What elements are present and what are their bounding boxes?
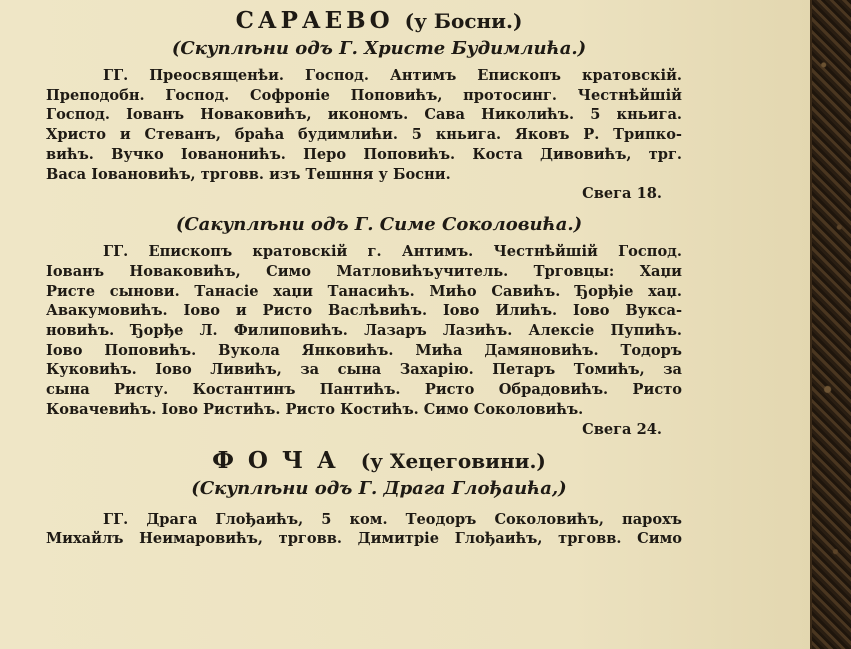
section-total: Свега 24. xyxy=(582,420,662,438)
list-line: ГГ. Преосвященѣи. Господ. Антимъ Епископъ кратовскій. xyxy=(103,67,682,84)
list-line: Васа Іовановићъ, трговв. изъ Тешння у Босни. xyxy=(46,165,451,183)
collector-line: (Сакуплѣни одъ Г. Симе Соколовића.) xyxy=(175,214,583,236)
list-line: Іованъ Новаковићъ, Симо Матловићъучитель. Трговцы: Хаџи xyxy=(46,262,682,280)
list-line: ГГ. Драга Глођаићъ, 5 ком. Теодоръ Соколовићъ, парохъ xyxy=(103,510,682,528)
list-line: Ковачевићъ. Іово Ристићъ. Ристо Костићъ. Симо Соколовићъ. xyxy=(46,400,584,418)
list-line: Ристе сынови. Танасіе хаџи Танасићъ. Мићо Савићъ. Ђорђіе хаџ. xyxy=(46,282,682,300)
region-name: (у Босни.) xyxy=(404,9,523,33)
city-name: САРАЕВО xyxy=(235,7,394,34)
section-heading-foca xyxy=(76,446,682,476)
list-line: ГГ. Епископъ кратовскій г. Антимъ. Честнѣйшій Господ. xyxy=(103,243,682,261)
city-name: ФОЧА xyxy=(212,446,350,474)
collector-line: (Скуплѣни одъ Г. Христе Будимлића.) xyxy=(171,38,587,59)
list-line: новићъ. Ђорђе Л. Филиповићъ. Лазаръ Лазићъ. Алексіе Пупићъ. xyxy=(46,322,682,340)
list-line: сына Ристу. Костантинъ Пантићъ. Ристо Обрадовићъ. Ристо xyxy=(46,381,682,399)
list-line: Авакумовићъ. Іово и Ристо Васлѣвићъ. Іово Илићъ. Іово Вукса- xyxy=(46,302,682,320)
region-name: (у Хецеговини.) xyxy=(360,448,546,473)
list-line: Куковићъ. Іово Ливићъ, за сына Захарію. Петаръ Томићъ, за xyxy=(46,361,682,379)
book-spine-edge xyxy=(810,0,851,649)
subscriber-list xyxy=(46,242,682,419)
subscriber-list xyxy=(46,66,682,184)
page-content xyxy=(46,6,682,549)
section-total: Свега 18. xyxy=(582,185,662,203)
list-line: Преподобн. Господ. Софроніе Поповићъ, протосинг. Честнѣйшій xyxy=(46,86,682,104)
section-heading-sarajevo xyxy=(76,6,682,36)
list-line: вићъ. Вучко Іованонићъ. Перо Поповићъ. Коста Дивовићъ, трг. xyxy=(46,145,682,163)
subscriber-list xyxy=(46,510,682,549)
list-line: Іово Поповићъ. Вукола Янковићъ. Мића Дамяновићъ. Тодоръ xyxy=(46,341,682,359)
list-line: Господ. Іованъ Новаковићъ, икономъ. Сава Николићъ. 5 кньига. xyxy=(46,106,682,124)
collector-line: (Скуплѣни одъ Г. Драга Глођаића,) xyxy=(191,477,567,499)
list-line: Христо и Стеванъ, браћа будимлићи. 5 кньига. Яковъ Р. Трипко- xyxy=(46,126,682,144)
list-line: Михайлъ Неимаровићъ, трговв. Димитріе Глођаићъ, трговв. Симо xyxy=(46,530,682,548)
